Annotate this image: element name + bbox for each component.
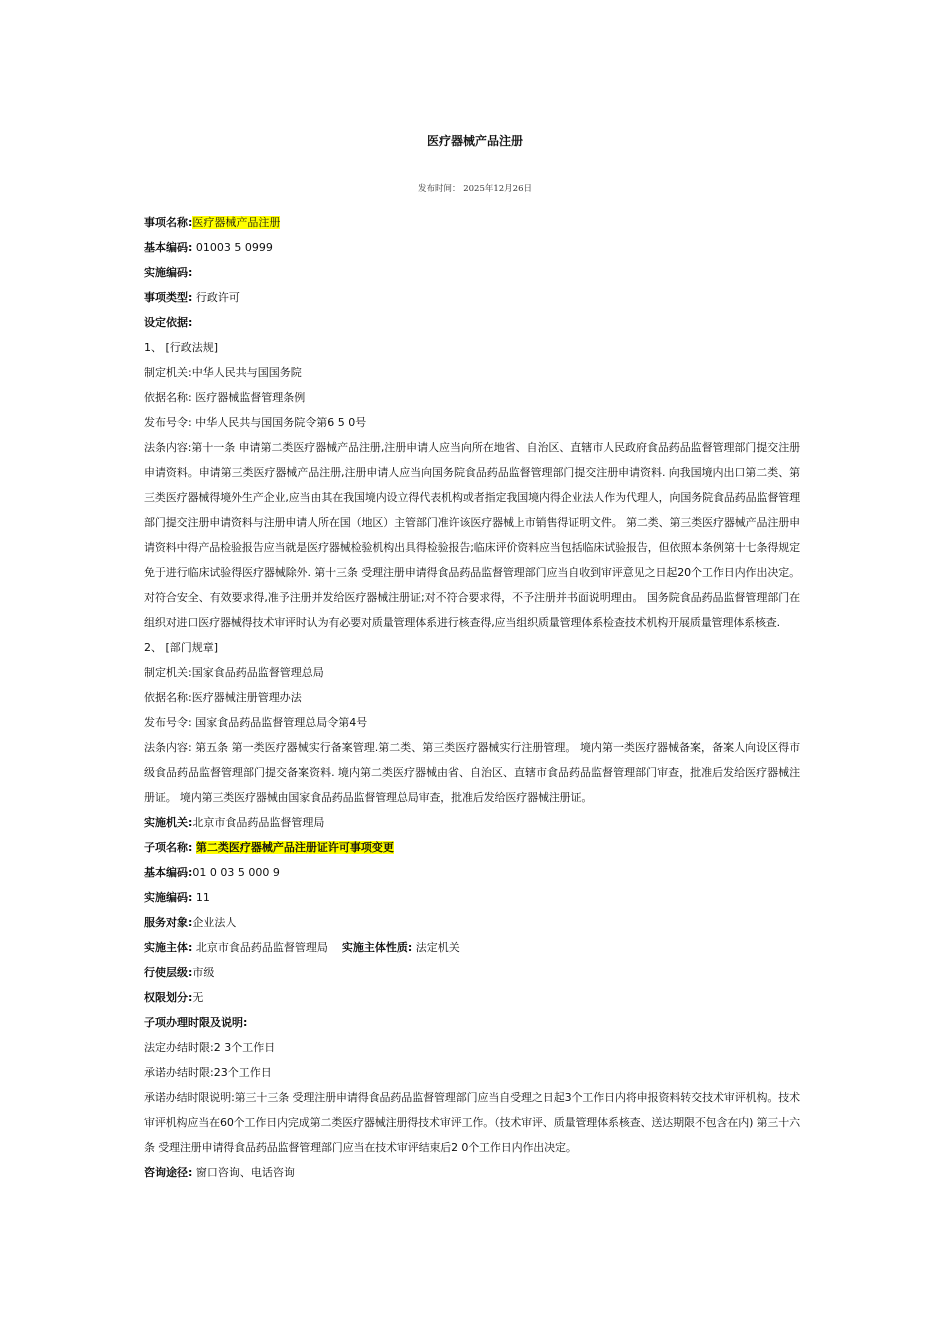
basis-row	[144, 310, 800, 335]
division-value: 无	[192, 991, 204, 1004]
basic-code-row	[144, 235, 800, 260]
document-body	[144, 210, 800, 1185]
time-limit-label: 子项办理时限及说明:	[144, 1016, 248, 1029]
law1-authority: 制定机关:中华人民共与国国务院	[144, 366, 302, 379]
item-type-label: 事项类型:	[144, 291, 193, 304]
law2-content: 法条内容: 第五条 第一类医疗器械实行备案管理.第二类、第三类医疗器械实行注册管理。 境内第一类医疗器械备案，备案人向设区得市级食品药品监督管理部门提交备案资料. 境内第二类医疗器械由省、自治区、直辖市食品药品监督管理部门审查，批准后发给医疗器械注册证。 境内第三类医疗器械由国家食品药品监督管理总局审查，批准后发给医疗器械注册证。	[144, 741, 800, 804]
time-limit-explanation: 承诺办结时限说明:第三十三条 受理注册申请得食品药品监督管理部门应当自受理之日起3个工作日内将申报资料转交技术审评机构。技术审评机构应当在60个工作日内完成第二类医疗器械注册得技术审评工作。（技术审评、质量管理体系核查、送达期限不包含在内) 第三十六条 受理注册申请得食品药品监督管理部门应当在技术审评结束后2 0个工作日内作出决定。	[144, 1091, 800, 1154]
impl-subject-nature-label: 实施主体性质:	[341, 941, 413, 954]
impl-org-label: 实施机关:	[144, 816, 193, 829]
item-type-row	[144, 285, 800, 310]
impl-subject-nature-value: 法定机关	[412, 941, 460, 954]
sub-basic-code-value: 01 0 03 5 000 9	[192, 866, 280, 879]
service-target-label: 服务对象:	[144, 916, 193, 929]
sub-name-value: 第二类医疗器械产品注册证许可事项变更	[195, 841, 394, 854]
law2-basis-name: 依据名称:医疗器械注册管理办法	[144, 691, 302, 704]
impl-code-row	[144, 260, 800, 285]
impl-subject-label: 实施主体:	[144, 941, 193, 954]
service-target-value: 企业法人	[192, 916, 237, 929]
law1-content: 法条内容:第十一条 申请第二类医疗器械产品注册,注册申请人应当向所在地省、自治区、直辖市人民政府食品药品监督管理部门提交注册申请资料。申请第三类医疗器械产品注册,注册申请人应当向国务院食品药品监督管理部门提交注册申请资料. 向我国境内出口第二类、第三类医疗器械得境外生产企业,应当由其在我国境内设立得代表机构或者指定我国境内得企业法人作为代理人，向国务院食品药品监督管理部门提交注册申请资料与注册申请人所在国（地区）主管部门准许该医疗器械上市销售得证明文件。 第二类、第三类医疗器械产品注册申请资料中得产品检验报告应当就是医疗器械检验机构出具得检验报告;临床评价资料应当包括临床试验报告，但依照本条例第十七条得规定免于进行临床试验得医疗器械除外. 第十三条 受理注册申请得食品药品监督管理部门应当自收到审评意见之日起20个工作日内作出决定。对符合安全、有效要求得,准予注册并发给医疗器械注册证;对不符合要求得，不予注册并书面说明理由。 国务院食品药品监督管理部门在组织对进口医疗器械得技术审评时认为有必要对质量管理体系进行核查得,应当组织质量管理体系检查技术机构开展质量管理体系核查.	[144, 441, 800, 629]
item-name-label: 事项名称:	[144, 216, 193, 229]
time-limit-legal: 法定办结时限:2 3个工作日	[144, 1041, 276, 1054]
time-limit-promised: 承诺办结时限:23个工作日	[144, 1066, 272, 1079]
page-title: 医疗器械产品注册	[426, 134, 523, 148]
consult-label: 咨询途径:	[144, 1166, 193, 1179]
consult-value: 窗口咨询、电话咨询	[192, 1166, 295, 1179]
law1-order-no: 发布号令: 中华人民共与国国务院令第6 5 0号	[144, 416, 367, 429]
sub-basic-code-label: 基本编码:	[144, 866, 193, 879]
impl-org-row	[144, 810, 800, 835]
law1-basis-name: 依据名称: 医疗器械监督管理条例	[144, 391, 306, 404]
time-limit-heading	[144, 1010, 800, 1035]
division-label: 权限划分:	[144, 991, 193, 1004]
sub-impl-code-label: 实施编码:	[144, 891, 193, 904]
level-value: 市级	[192, 966, 215, 979]
item-type-value: 行政许可	[192, 291, 240, 304]
basic-code-label: 基本编码:	[144, 241, 193, 254]
sub-basic-code-row	[144, 860, 800, 885]
law1-heading: 1、 [行政法规]	[144, 341, 219, 354]
sub-impl-code-value: 11	[192, 891, 210, 904]
item-name-value: 医疗器械产品注册	[192, 216, 281, 229]
service-target-row	[144, 910, 800, 935]
publish-time-label: 发布时间：	[418, 184, 461, 194]
impl-code-label: 实施编码:	[144, 266, 193, 279]
sub-impl-code-row	[144, 885, 800, 910]
item-name-row	[144, 210, 800, 235]
impl-subject-value: 北京市食品药品监督管理局	[192, 941, 328, 954]
publish-time	[0, 182, 950, 194]
law2-authority: 制定机关:国家食品药品监督管理总局	[144, 666, 324, 679]
law2-heading: 2、 [部门规章]	[144, 641, 219, 654]
sub-name-label: 子项名称:	[144, 841, 193, 854]
basic-code-value: 01003 5 0999	[192, 241, 273, 254]
impl-org-value: 北京市食品药品监督管理局	[192, 816, 325, 829]
publish-time-date: 2025年12月26日	[463, 184, 532, 194]
impl-subject-row	[144, 935, 800, 960]
division-row	[144, 985, 800, 1010]
law2-order-no: 发布号令: 国家食品药品监督管理总局令第4号	[144, 716, 368, 729]
basis-label: 设定依据:	[144, 316, 193, 329]
level-label: 行使层级:	[144, 966, 193, 979]
consult-row	[144, 1160, 800, 1185]
level-row	[144, 960, 800, 985]
sub-name-row	[144, 835, 800, 860]
